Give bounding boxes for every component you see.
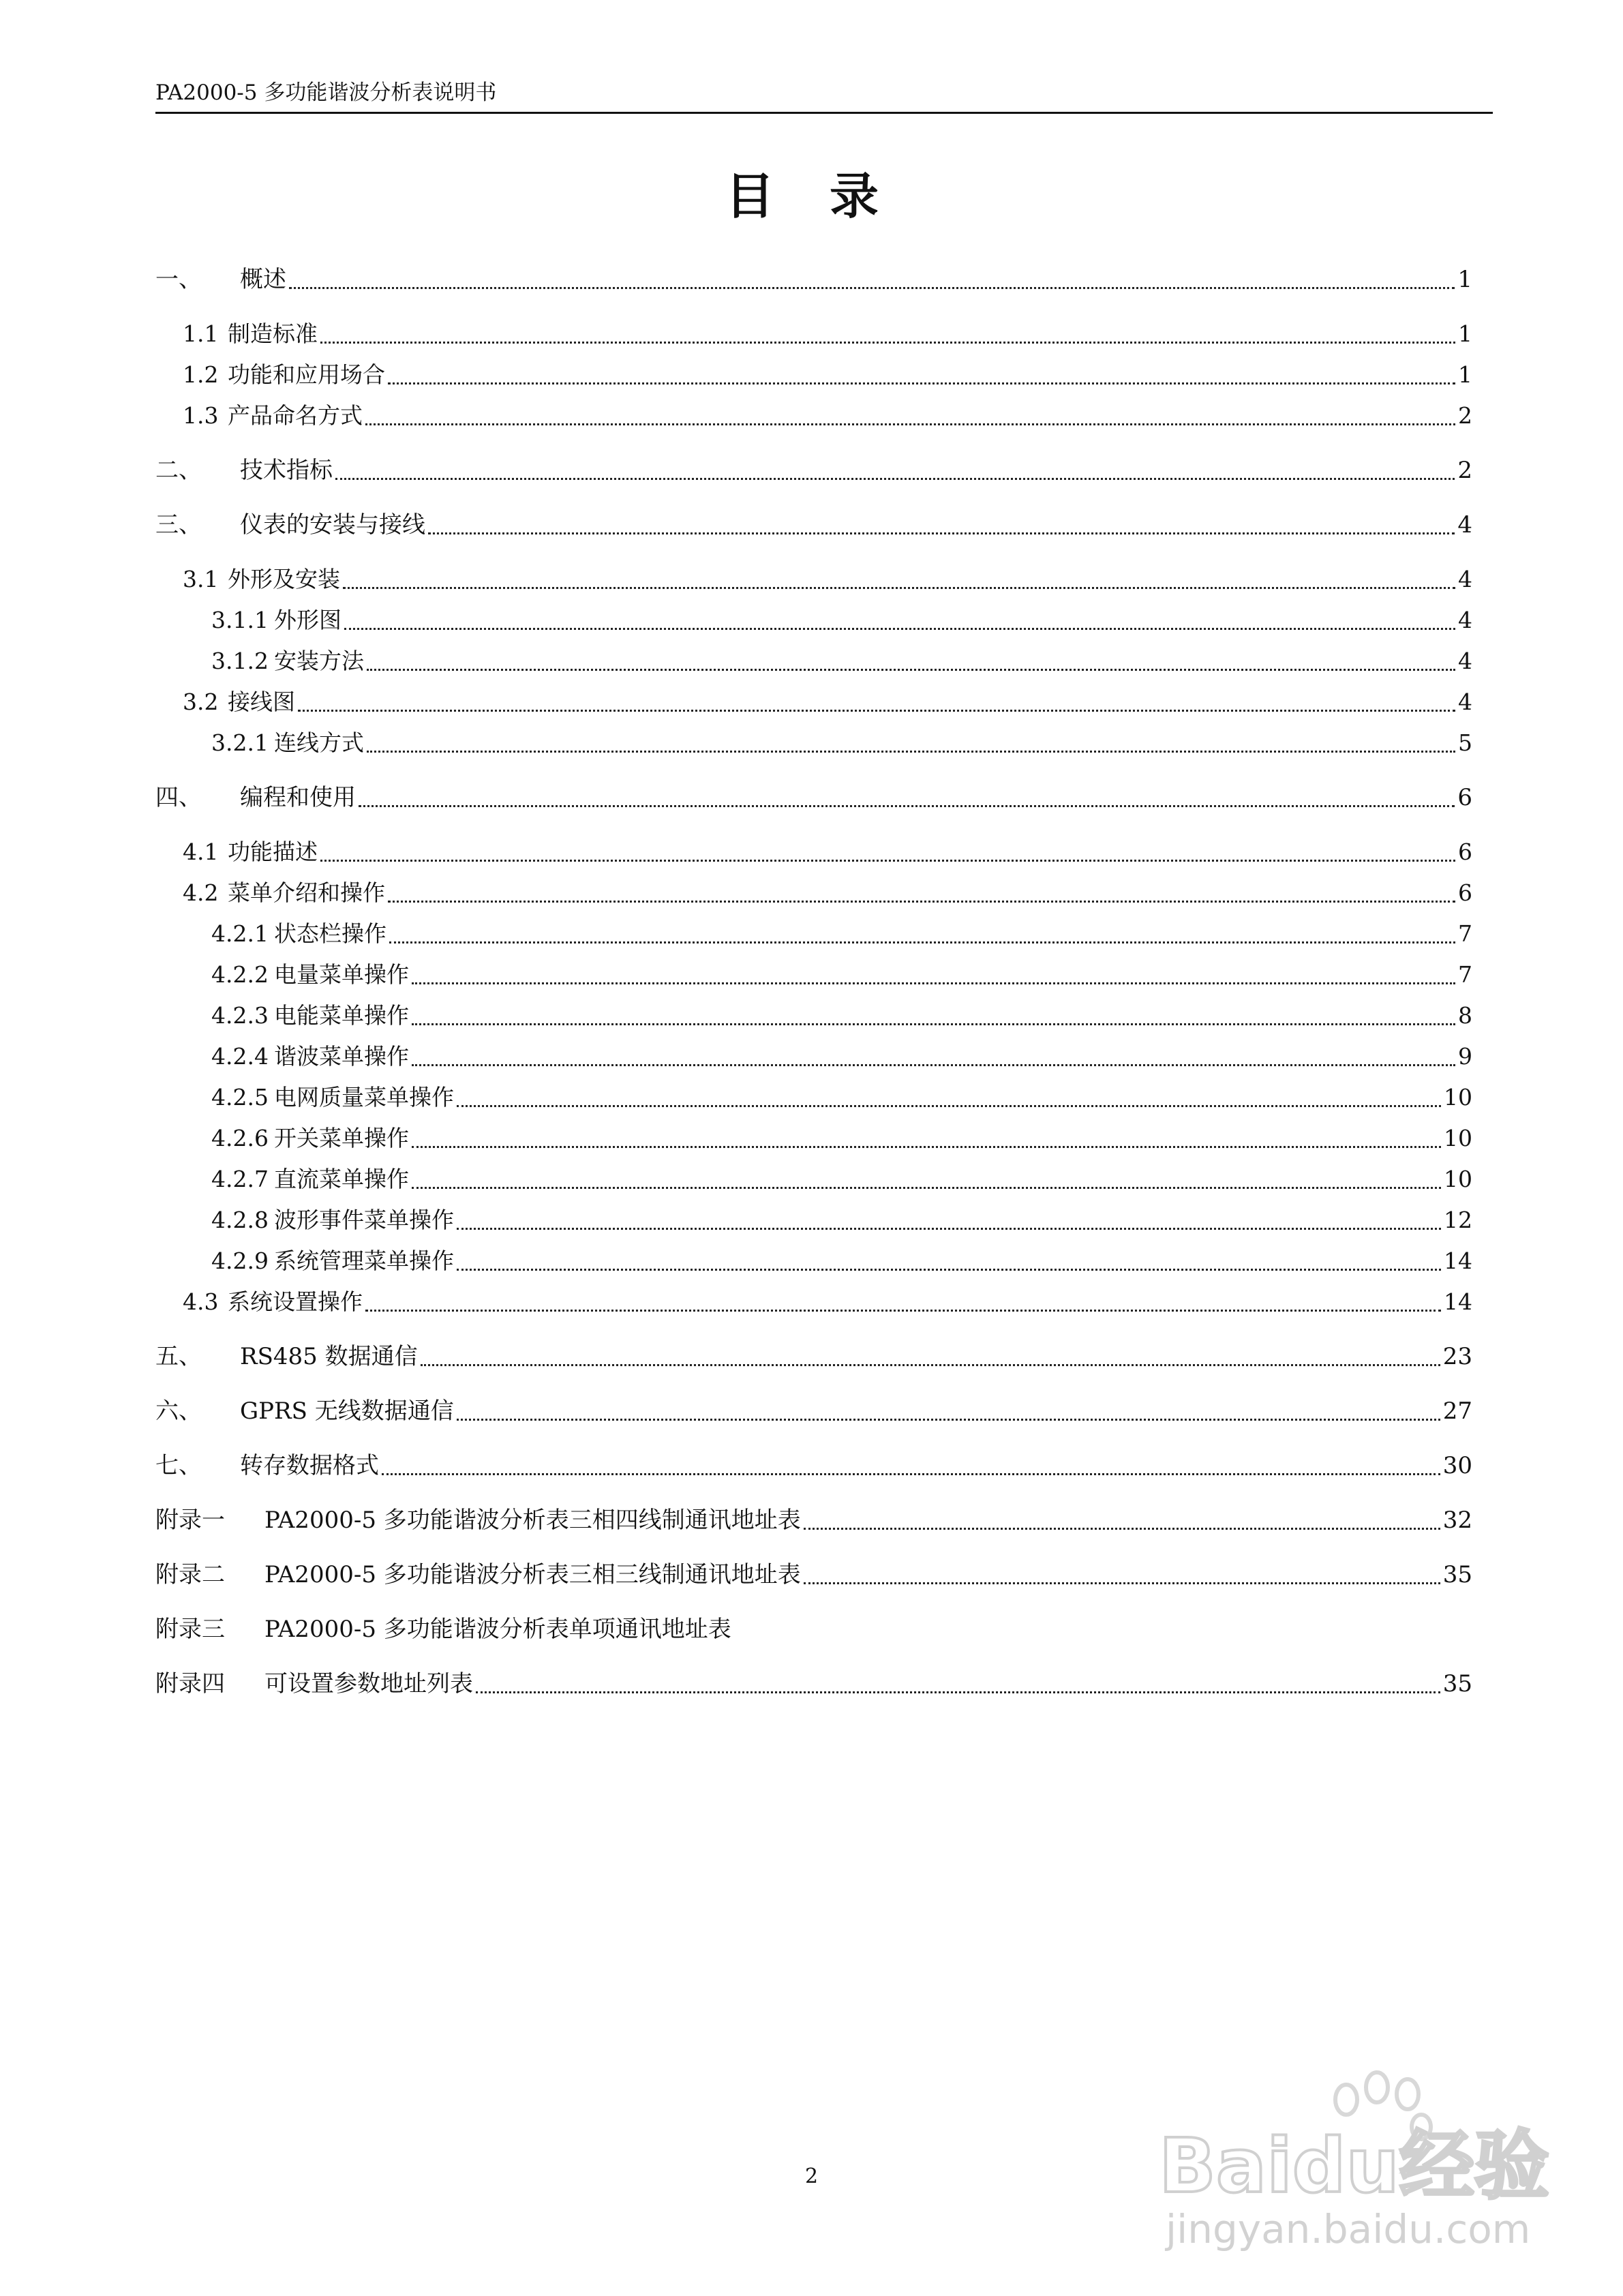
toc-entry-page: 27 <box>1442 1398 1472 1425</box>
toc-entry-label: 制造标准 <box>228 320 318 347</box>
toc-entry-number: 3.1.2 <box>211 648 269 674</box>
toc-entry-page: 7 <box>1458 920 1472 947</box>
toc-entry-label: 电能菜单操作 <box>274 1002 409 1029</box>
toc-entry-label: 功能和应用场合 <box>228 361 385 388</box>
toc-entry[interactable] <box>155 508 1472 542</box>
toc-entry[interactable] <box>211 999 1472 1033</box>
toc-entry-number: 4.2.2 <box>211 961 269 988</box>
toc-dot-leader <box>367 669 1455 671</box>
toc-entry-page: 8 <box>1458 1002 1472 1029</box>
toc-entry[interactable] <box>211 1203 1472 1237</box>
toc-entry-page: 12 <box>1444 1207 1472 1233</box>
toc-entry-number: 4.2.6 <box>211 1125 269 1151</box>
toc-dot-leader <box>388 901 1455 903</box>
toc-entry-page: 9 <box>1458 1043 1472 1070</box>
toc-entry[interactable] <box>211 958 1472 992</box>
toc-entry[interactable] <box>155 453 1472 487</box>
toc-entry-label: RS485 数据通信 <box>240 1343 418 1370</box>
toc-entry[interactable] <box>211 1040 1472 1074</box>
toc-dot-leader <box>335 478 1455 480</box>
toc-dot-leader <box>412 1064 1455 1066</box>
toc-entry[interactable] <box>183 399 1472 433</box>
toc-entry[interactable] <box>183 876 1472 910</box>
toc-dot-leader <box>289 287 1455 289</box>
toc-entry-number: 3.1 <box>183 566 219 592</box>
toc-entry-number: 二、 <box>155 457 202 484</box>
toc-dot-leader <box>389 941 1455 943</box>
toc-dot-leader <box>365 423 1455 425</box>
toc-entry-number: 4.3 <box>183 1288 219 1315</box>
toc-entry-page: 10 <box>1444 1125 1472 1151</box>
toc-entry-page: 2 <box>1458 402 1472 429</box>
toc-dot-leader <box>457 1269 1441 1271</box>
toc-entry[interactable] <box>155 1394 1472 1428</box>
watermark-url: jingyan.baidu.com <box>1166 2206 1531 2252</box>
toc-entry[interactable] <box>155 262 1472 297</box>
toc-entry[interactable] <box>183 562 1472 596</box>
toc-dot-leader <box>457 1228 1441 1230</box>
toc-entry[interactable] <box>211 603 1472 637</box>
toc-entry[interactable] <box>155 781 1472 815</box>
toc-entry-label: 仪表的安装与接线 <box>240 511 425 539</box>
toc-entry-page: 5 <box>1458 729 1472 756</box>
toc-entry-label: 外形图 <box>274 607 342 633</box>
watermark-brand: Baidu经验 <box>1159 2122 1549 2209</box>
toc-dot-leader <box>428 532 1455 534</box>
toc-dot-leader <box>412 1023 1455 1025</box>
toc-entry-page: 14 <box>1444 1288 1472 1315</box>
toc-entry[interactable] <box>211 917 1472 951</box>
toc-entry-number: 4.2.7 <box>211 1166 269 1192</box>
toc-entry-label: PA2000-5 多功能谐波分析表三相三线制通讯地址表 <box>264 1561 801 1588</box>
toc-entry-number: 4.2.1 <box>211 920 269 947</box>
toc-entry[interactable] <box>155 1503 1472 1537</box>
toc-entry-label: 可设置参数地址列表 <box>264 1670 473 1697</box>
toc-entry-label: 系统管理菜单操作 <box>274 1248 454 1274</box>
footer-page-number: 2 <box>804 2164 819 2188</box>
toc-entry-label: 技术指标 <box>240 457 333 484</box>
toc-entry-label: 连线方式 <box>274 729 364 756</box>
toc-entry-page: 6 <box>1458 839 1472 865</box>
toc-entry-page: 14 <box>1444 1248 1472 1274</box>
toc-entry-number: 3.1.1 <box>211 607 269 633</box>
toc-entry-number: 六、 <box>155 1398 202 1425</box>
toc-dot-leader <box>298 710 1455 712</box>
toc-entry-page: 4 <box>1458 607 1472 633</box>
header-text: PA2000-5 多功能谐波分析表说明书 <box>155 80 497 105</box>
toc-entry-number: 4.2 <box>183 879 219 906</box>
toc-entry-page: 10 <box>1444 1166 1472 1192</box>
toc-entry-label: 编程和使用 <box>240 784 356 811</box>
toc-entry-page: 4 <box>1458 566 1472 592</box>
toc-dot-leader <box>344 628 1455 630</box>
toc-entry[interactable] <box>183 358 1472 392</box>
toc-entry-number: 1.1 <box>183 320 219 347</box>
toc-dot-leader <box>388 382 1455 384</box>
toc-entry-number: 4.2.5 <box>211 1084 269 1111</box>
toc-entry[interactable] <box>183 835 1472 869</box>
toc-dot-leader <box>804 1582 1440 1584</box>
toc-entry-page: 10 <box>1444 1084 1472 1111</box>
toc-entry-label: 开关菜单操作 <box>274 1125 409 1151</box>
toc-dot-leader <box>412 1187 1441 1189</box>
toc-entry-number: 1.2 <box>183 361 219 388</box>
toc-dot-leader <box>320 342 1455 344</box>
toc-entry[interactable] <box>211 1081 1472 1115</box>
toc-entry[interactable] <box>211 1244 1472 1278</box>
toc-dot-leader <box>382 1473 1440 1475</box>
toc-entry-label: 产品命名方式 <box>228 402 363 429</box>
toc-entry-label: 概述 <box>240 266 286 293</box>
toc-dot-leader <box>421 1364 1440 1366</box>
toc-entry[interactable] <box>155 1340 1472 1374</box>
toc-entry[interactable] <box>211 726 1472 760</box>
toc-entry-label: 功能描述 <box>228 839 318 865</box>
toc-entry-page: 4 <box>1458 689 1472 715</box>
toc-entry[interactable] <box>155 1612 1472 1646</box>
toc-entry-label: 外形及安装 <box>228 566 340 592</box>
toc-entry[interactable] <box>183 685 1472 719</box>
toc-entry-number: 附录四 <box>155 1670 225 1697</box>
toc-entry[interactable] <box>211 1162 1472 1196</box>
toc-dot-leader <box>457 1105 1441 1107</box>
toc-entry-label: 系统设置操作 <box>228 1288 363 1315</box>
toc-entry-number: 附录三 <box>155 1616 225 1643</box>
toc-dot-leader <box>412 982 1455 984</box>
toc-entry-label: 接线图 <box>228 689 295 715</box>
baidu-jingyan-watermark <box>1152 2052 1561 2256</box>
toc-entry[interactable] <box>211 1121 1472 1155</box>
toc-entry-label: 状态栏操作 <box>274 920 386 947</box>
toc-entry-page: 32 <box>1442 1507 1472 1534</box>
toc-dot-leader <box>343 587 1455 589</box>
toc-entry-page: 6 <box>1457 784 1472 811</box>
toc-entry-page: 35 <box>1442 1561 1472 1588</box>
toc-entry-page: 1 <box>1458 320 1472 347</box>
toc-dot-leader <box>359 805 1455 807</box>
toc-entry-page: 2 <box>1457 457 1472 484</box>
toc-dot-leader <box>476 1691 1440 1693</box>
toc-entry-number: 4.2.3 <box>211 1002 269 1029</box>
toc-dot-leader <box>320 860 1455 862</box>
toc-entry-number: 七、 <box>155 1452 202 1479</box>
toc-entry-label: 电量菜单操作 <box>274 961 409 988</box>
toc-entry-page: 35 <box>1442 1670 1472 1697</box>
toc-entry-number: 五、 <box>155 1343 202 1370</box>
toc-entry-page: 1 <box>1458 361 1472 388</box>
toc-entry-number: 4.2.9 <box>211 1248 269 1274</box>
toc-entry-number: 一、 <box>155 266 202 293</box>
toc-entry-number: 附录一 <box>155 1507 225 1534</box>
toc-dot-leader <box>804 1528 1440 1530</box>
toc-entry-label: 转存数据格式 <box>240 1452 379 1479</box>
toc-entry-label: 电网质量菜单操作 <box>274 1084 454 1111</box>
toc-entry-label: 菜单介绍和操作 <box>228 879 385 906</box>
toc-entry-label: 直流菜单操作 <box>274 1166 409 1192</box>
toc-entry-number: 附录二 <box>155 1561 225 1588</box>
toc-entry-page: 7 <box>1458 961 1472 988</box>
toc-entry[interactable] <box>155 1449 1472 1483</box>
toc-entry-number: 四、 <box>155 784 202 811</box>
page-title: 目 录 <box>725 167 898 225</box>
toc-entry-number: 三、 <box>155 511 202 539</box>
toc-entry-page: 6 <box>1458 879 1472 906</box>
toc-dot-leader <box>457 1419 1440 1421</box>
toc-entry-page: 30 <box>1442 1452 1472 1479</box>
toc-entry-page: 1 <box>1457 266 1472 293</box>
toc-entry-label: 波形事件菜单操作 <box>274 1207 454 1233</box>
toc-dot-leader <box>365 1310 1441 1312</box>
toc-entry[interactable] <box>183 317 1472 351</box>
toc-entry[interactable] <box>155 1558 1472 1592</box>
toc-entry-number: 4.1 <box>183 839 219 865</box>
toc-entry-label: GPRS 无线数据通信 <box>240 1398 454 1425</box>
toc-entry-page: 4 <box>1458 648 1472 674</box>
toc-entry[interactable] <box>211 644 1472 678</box>
toc-entry-label: PA2000-5 多功能谐波分析表单项通讯地址表 <box>264 1616 731 1643</box>
toc-entry-label: PA2000-5 多功能谐波分析表三相四线制通讯地址表 <box>264 1507 801 1534</box>
toc-entry-number: 3.2.1 <box>211 729 269 756</box>
toc-entry-number: 4.2.4 <box>211 1043 269 1070</box>
toc-entry-page: 4 <box>1457 511 1472 539</box>
toc-entry-number: 3.2 <box>183 689 219 715</box>
toc-entry-page: 23 <box>1442 1343 1472 1370</box>
toc-entry-number: 4.2.8 <box>211 1207 269 1233</box>
toc-dot-leader <box>412 1146 1441 1148</box>
toc-entry-label: 谐波菜单操作 <box>274 1043 409 1070</box>
toc-entry[interactable] <box>155 1667 1472 1701</box>
toc-entry[interactable] <box>183 1285 1472 1319</box>
toc-dot-leader <box>367 751 1455 753</box>
toc-entry-number: 1.3 <box>183 402 219 429</box>
toc-entry-label: 安装方法 <box>274 648 364 674</box>
